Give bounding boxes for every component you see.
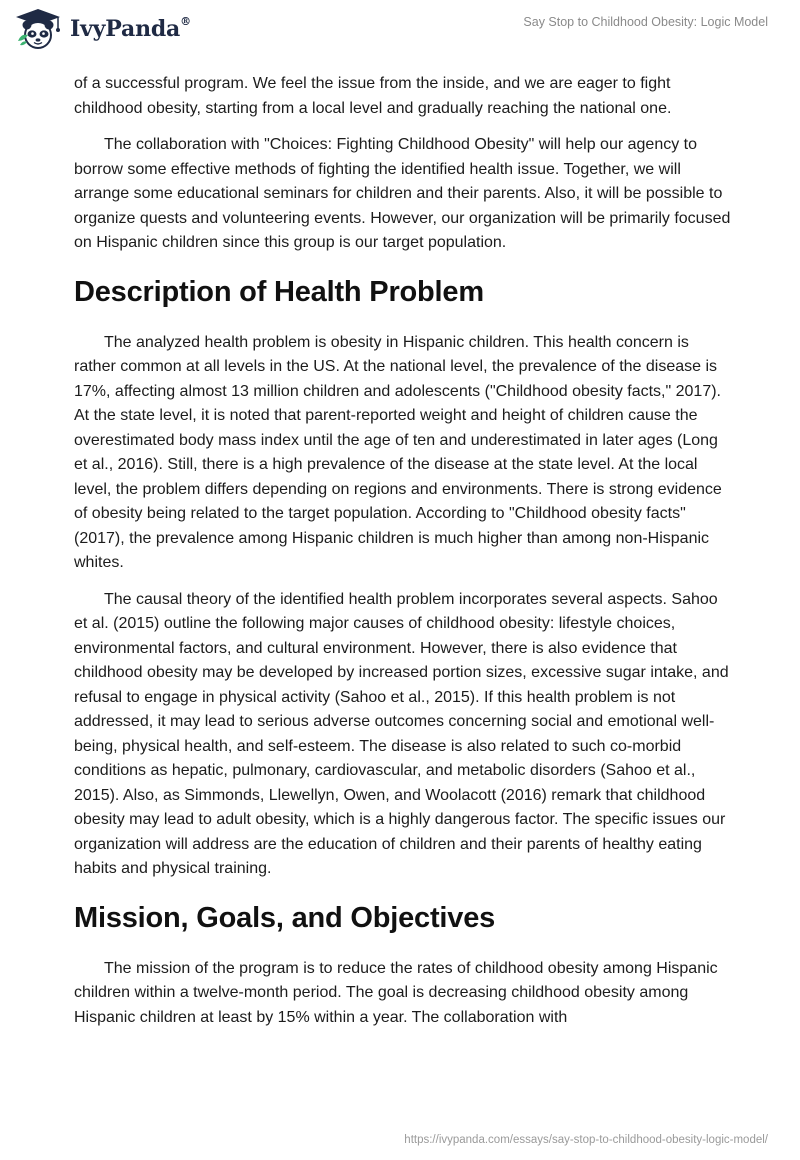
paragraph-mission: The mission of the program is to reduce the rates of childhood obesity among Hispanic children within a twelve-month period. The goal is decreasing childhood obesity among Hispanic children at least by 15% within a year. The collaboration with	[74, 959, 718, 1026]
heading-mission-goals-objectives: Mission, Goals, and Objectives	[74, 901, 496, 934]
heading-description-of-health-problem: Description of Health Problem	[74, 275, 484, 308]
paragraph-continuation: of a successful program. We feel the issue from the inside, and we are eager to fight childhood obesity, starting from a local level and gradually reaching the national one.	[74, 75, 672, 117]
essay-content	[74, 72, 734, 1042]
source-url-link[interactable]: https://ivypanda.com/essays/say-stop-to-childhood-obesity-logic-model/	[404, 1134, 768, 1146]
page-header	[0, 0, 800, 72]
document-title: Say Stop to Childhood Obesity: Logic Model	[523, 15, 768, 29]
paragraph-causal-theory: The causal theory of the identified health problem incorporates several aspects. Sahoo et al. (2015) outline the following major causes of childhood obesity: lifestyle choices, environmental factors, and cultural environment. However, there is also evidence that childhood obesity may be developed by increased portion sizes, excessive sugar intake, and refusal to engage in physical activity (Sahoo et al., 2015). If this health problem is not addressed, it may lead to serious adverse outcomes concerning social and emotional well-being, physical health, and self-esteem. The disease is also related to such co-morbid conditions as hepatic, pulmonary, cardiovascular, and metabolic disorders (Sahoo et al., 2015). Also, as Simmonds, Llewellyn, Owen, and Woolacott (2016) remark that childhood obesity may lead to adult obesity, which is a highly dangerous factor. The specific issues our organization will address are the education of children and their parents of healthy eating habits and physical training.	[74, 590, 729, 877]
panda-logo-icon	[12, 7, 64, 51]
brand-logo[interactable]	[12, 7, 191, 51]
brand-name: IvyPanda®	[70, 14, 191, 42]
paragraph-health-problem: The analyzed health problem is obesity in Hispanic children. This health concern is rather common at all levels in the US. At the national level, the prevalence of the disease is 17%, affecting almost 13 million children and adolescents ("Childhood obesity facts," 2017). At the state level, it is noted that parent-reported weight and height of children cause the overestimated body mass index until the age of ten and underestimated in later ages (Long et al., 2016). Still, there is a high prevalence of the disease at the state level. At the local level, the problem differs depending on regions and environments. There is strong evidence of obesity being related to the target population. According to "Childhood obesity facts" (2017), the prevalence among Hispanic children is much higher than among non-Hispanic whites.	[74, 333, 722, 571]
paragraph-collaboration: The collaboration with "Choices: Fighting Childhood Obesity" will help our agency to borrow some effective methods of fighting the identified health issue. Together, we will arrange some educational seminars for children and their parents. Also, it will be possible to organize quests and volunteering events. However, our organization will be primarily focused on Hispanic children since this group is our target population.	[74, 136, 731, 251]
